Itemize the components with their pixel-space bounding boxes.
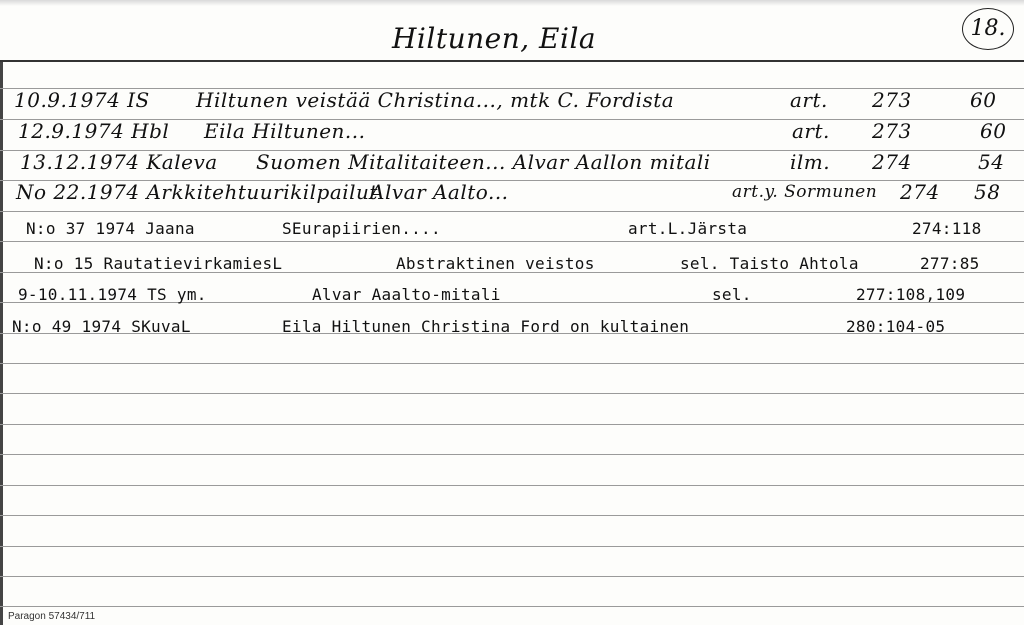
entry-title: Suomen Mitalitaiteen... Alvar Aallon mitali bbox=[256, 150, 711, 174]
entry-source: 13.12.1974 Kaleva bbox=[20, 150, 218, 174]
card-heading-name: Hiltunen, Eila bbox=[392, 22, 597, 55]
ruled-line bbox=[0, 546, 1024, 547]
entry-issue: 60 bbox=[970, 88, 997, 112]
typed-entry-source: N:o 15 RautatievirkamiesL bbox=[34, 254, 283, 273]
typed-entry-title: Abstraktinen veistos bbox=[396, 254, 595, 273]
typed-entry-ref: 277:108,109 bbox=[856, 285, 966, 304]
typed-entry-ref: 277:85 bbox=[920, 254, 980, 273]
entry-title: Eila Hiltunen... bbox=[204, 119, 366, 143]
ruled-line bbox=[0, 241, 1024, 242]
entry-source: No 22.1974 Arkkitehtuurikilpailut bbox=[16, 180, 378, 204]
entry-source: 10.9.1974 IS bbox=[14, 88, 150, 112]
entry-page: 274 bbox=[900, 180, 940, 204]
typed-entry-type: sel. Taisto Ahtola bbox=[680, 254, 859, 273]
entry-type: ilm. bbox=[790, 150, 831, 174]
typed-entry-type: art.L.Järsta bbox=[628, 219, 748, 238]
ruled-line bbox=[0, 454, 1024, 455]
entry-type: art. bbox=[792, 119, 830, 143]
card-left-margin-line bbox=[0, 60, 3, 625]
ruled-line bbox=[0, 363, 1024, 364]
entry-issue: 54 bbox=[978, 150, 1005, 174]
typed-entry-title: Alvar Aaalto-mitali bbox=[312, 285, 501, 304]
entry-type: art.y. Sormunen bbox=[732, 182, 878, 202]
entry-page: 273 bbox=[872, 88, 912, 112]
card-number: 18. bbox=[962, 8, 1014, 50]
ruled-line bbox=[0, 606, 1024, 607]
ruled-line bbox=[0, 211, 1024, 212]
typed-entry-source: N:o 37 1974 Jaana bbox=[26, 219, 195, 238]
entry-page: 274 bbox=[872, 150, 912, 174]
entry-issue: 60 bbox=[980, 119, 1007, 143]
ruled-line bbox=[0, 576, 1024, 577]
typed-entry-source: 9-10.11.1974 TS ym. bbox=[18, 285, 207, 304]
entry-source: 12.9.1974 Hbl bbox=[18, 119, 170, 143]
ruled-line bbox=[0, 515, 1024, 516]
printer-imprint: Paragon 57434/711 bbox=[8, 611, 96, 622]
ruled-line bbox=[0, 393, 1024, 394]
typed-entry-type: sel. bbox=[712, 285, 752, 304]
typed-entry-ref: 280:104-05 bbox=[846, 317, 946, 336]
ruled-line bbox=[0, 485, 1024, 486]
typed-entry-ref: 274:118 bbox=[912, 219, 982, 238]
typed-entry-source: N:o 49 1974 SKuvaL bbox=[12, 317, 191, 336]
entry-title: Alvar Aalto... bbox=[370, 180, 509, 204]
card-top-edge bbox=[0, 0, 1024, 6]
header-rule bbox=[0, 60, 1024, 62]
typed-entry-title: Eila Hiltunen Christina Ford on kultainen bbox=[282, 317, 690, 336]
ruled-line bbox=[0, 424, 1024, 425]
typed-entry-title: SEurapiirien.... bbox=[282, 219, 441, 238]
entry-type: art. bbox=[790, 88, 828, 112]
entry-page: 273 bbox=[872, 119, 912, 143]
entry-title: Hiltunen veistää Christina..., mtk C. Fordista bbox=[196, 88, 675, 112]
entry-issue: 58 bbox=[974, 180, 1001, 204]
